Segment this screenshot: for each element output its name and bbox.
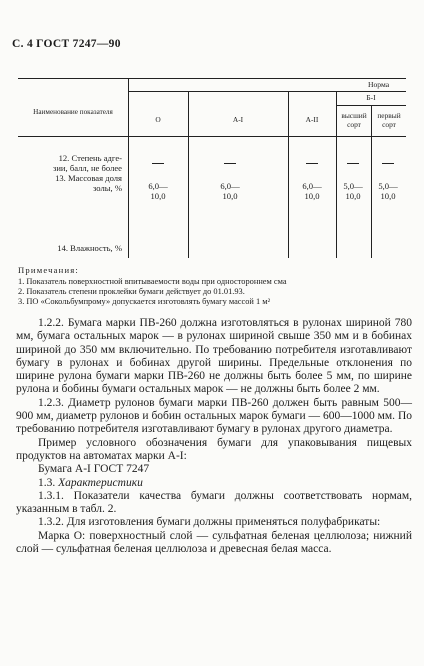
page-header: С. 4 ГОСТ 7247—90 (12, 38, 121, 50)
table-vline (336, 91, 337, 258)
row-ash-value-o: 6,0— 10,0 (148, 181, 168, 201)
paragraph-mark-o: Марка О: поверхностный слой — сульфатная беленая целлюлоза; нижний слой — сульфатная беленая целлюлоза и древесная белая масса. (16, 529, 412, 556)
paragraph-1-3-2: 1.3.2. Для изготовления бумаги должны применяться полуфабрикаты: (38, 516, 381, 529)
row-ash-value-b1-first: 5,0— 10,0 (378, 181, 398, 201)
row-label-ash: 13. Массовая доля золы, % (55, 173, 122, 193)
col-header-b1-top-grade: высший сорт (341, 111, 367, 129)
row-adhesion-value-b1-top (347, 163, 359, 164)
body-text (16, 317, 412, 556)
row-adhesion-value-a1 (224, 163, 236, 164)
note-item: 3. ПО «Сокольбумпрому» допускается изготовлять бумагу массой 1 м² (18, 297, 271, 306)
table-header-rule (18, 136, 406, 137)
table-vline (371, 105, 372, 258)
name-header: Наименование показателя (33, 108, 113, 116)
quality-table (18, 78, 406, 258)
section-heading-1-3: 1.3. Характеристики (38, 476, 143, 489)
row-adhesion-value-a2 (306, 163, 318, 164)
row-ash-value-a2: 6,0— 10,0 (302, 181, 322, 201)
row-label-moisture: 14. Влажность, % (57, 243, 122, 253)
paragraph-example: Пример условного обозначения бумаги для упаковывания пищевых продуктов на автоматах марки А-I: (16, 436, 412, 462)
col-header-b1: Б-I (366, 93, 376, 103)
row-adhesion-value-b1-first (382, 163, 394, 164)
notes-title: Примечания: (18, 265, 80, 275)
table-top-border (18, 78, 406, 79)
norm-header: Норма (368, 80, 390, 89)
row-label-adhesion: 12. Степень адге- зии, балл, не более (52, 153, 122, 173)
col-header-b1-first-grade: первый сорт (377, 111, 401, 129)
note-item: 2. Показатель степени проклейки бумаги действует до 01.01.93. (18, 287, 245, 296)
col-header-a1: А-I (232, 115, 244, 125)
paragraph-1-2-2: 1.2.2. Бумага марки ПВ-260 должна изготовляться в рулонах шириной 780 мм, бумага остальных марок — в рулонах шириной свыше 350 мм и в бобинах шириной до 350 мм включительно. По требованию потребителя изготавливают бумагу в рулонах и бобинах другой ширины. Предельные отклонения по ширине рулона бумаги марки ПВ-260 не должны быть более 5 мм, по ширине рулона и бобины бумаги остальных марок — не должны быть более 2 мм. (16, 317, 412, 396)
row-adhesion-value-o (152, 163, 164, 164)
row-ash-value-a1: 6,0— 10,0 (220, 181, 240, 201)
row-ash-value-b1-top: 5,0— 10,0 (343, 181, 363, 201)
paragraph-1-3-1: 1.3.1. Показатели качества бумаги должны соответствовать нормам, указанным в табл. 2. (16, 489, 412, 516)
paragraph-1-2-3: 1.2.3. Диаметр рулонов бумаги марки ПВ-260 должен быть равным 500—900 мм, диаметр рулонов и бобин остальных марок бумаги — 600—1000 мм. По требованию потребителя изготавливают бумагу в рулонах другого диаметра. (16, 396, 412, 436)
note-item: 1. Показатель поверхностной впитываемости воды при одностороннем сма (18, 277, 287, 286)
col-header-o: О (155, 115, 161, 125)
col-header-a2: А-II (305, 115, 319, 125)
paragraph-designation: Бумага А-I ГОСТ 7247 (38, 463, 150, 476)
